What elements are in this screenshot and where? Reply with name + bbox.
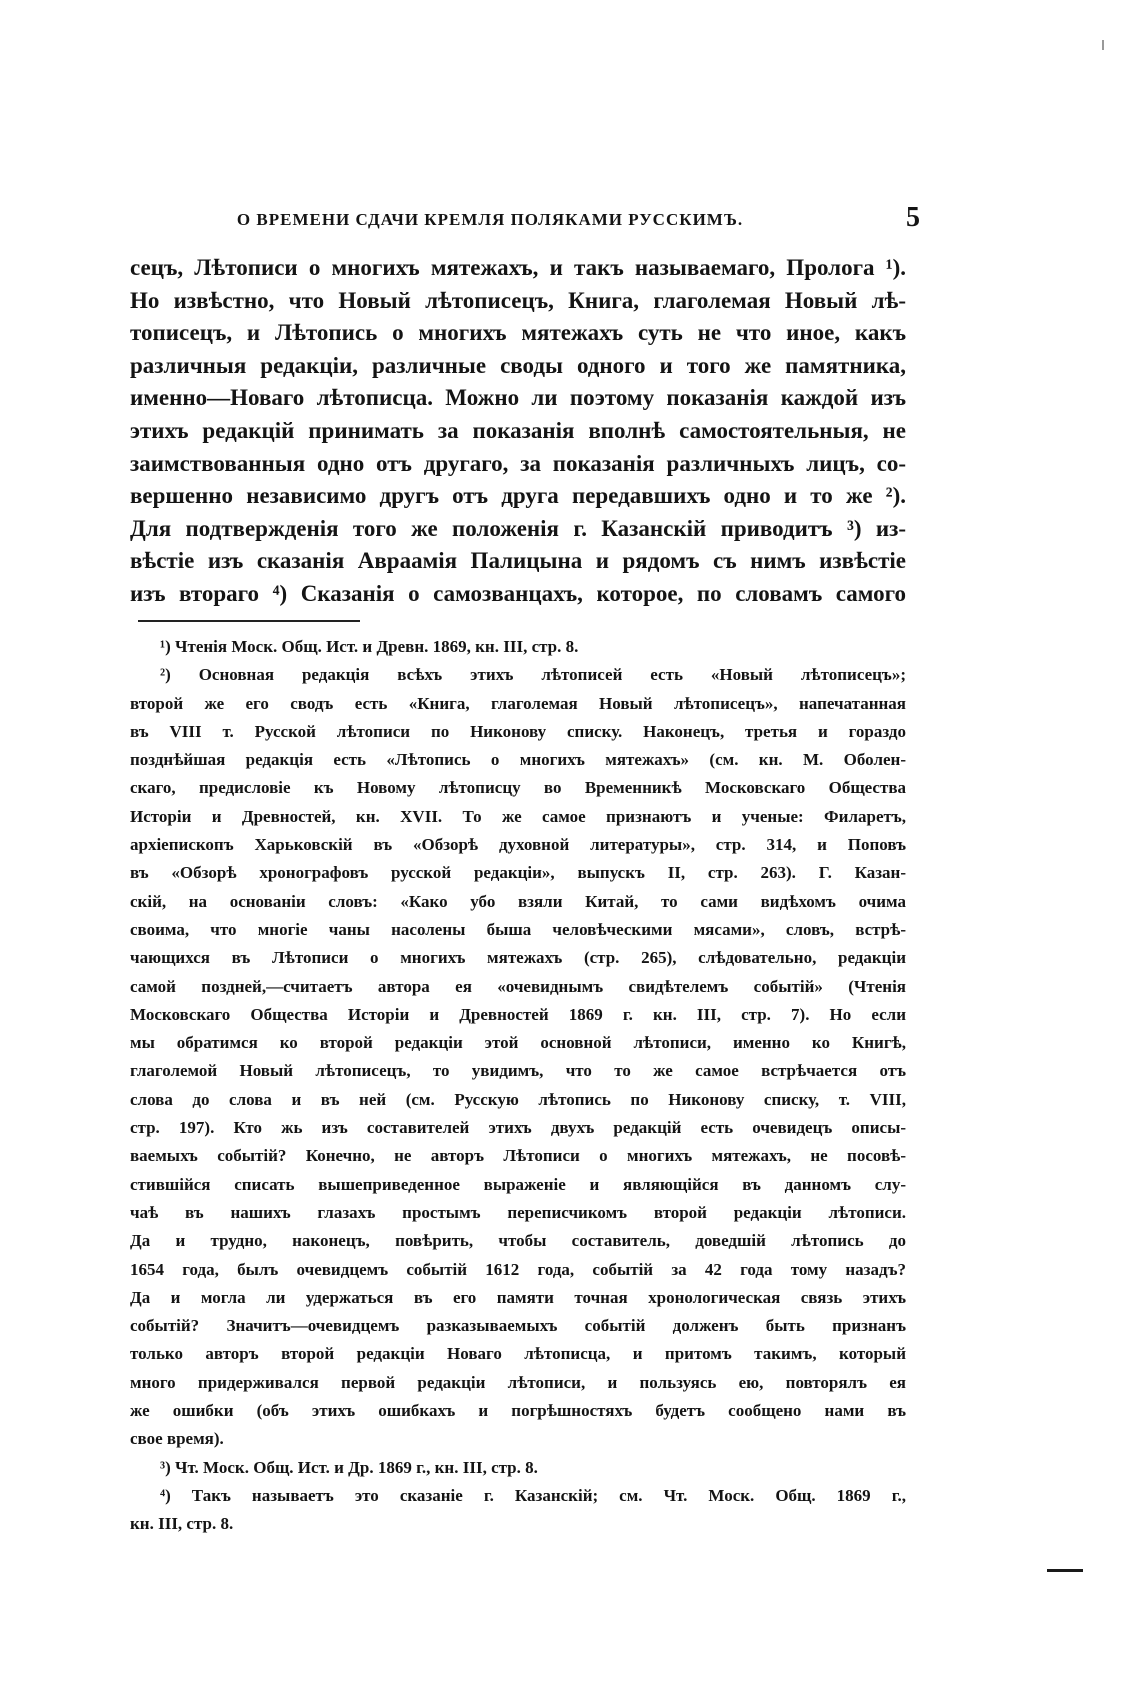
footnote-2-line: въ «Обзорѣ хронографовъ русской редакціи», выпускъ II, стр. 263). Г. Казан- xyxy=(130,863,906,883)
page-header xyxy=(130,200,920,240)
footnote-2-line: глаголемой Новый лѣтописецъ, то увидимъ, что то же самое встрѣчается отъ xyxy=(130,1061,906,1081)
footnote-2-line: только авторъ второй редакціи Новаго лѣтописца, и притомъ такимъ, который xyxy=(130,1344,906,1364)
footnote-1: ¹) Чтенія Моск. Общ. Ист. и Древн. 1869, кн. III, стр. 8. xyxy=(160,637,579,656)
footnote-2-line: Московскаго Общества Исторіи и Древностей 1869 г. кн. III, стр. 7). Но если xyxy=(130,1004,906,1024)
footnote-2-line: чающихся въ Лѣтописи о многихъ мятежахъ (стр. 265), слѣдовательно, редакціи xyxy=(130,948,906,968)
text-line: изъ втораго ⁴) Сказанія о самозванцахъ, которое, по словамъ самого xyxy=(130,580,906,606)
text-line: тописецъ, и Лѣтопись о многихъ мятежахъ суть не что иное, какъ xyxy=(130,320,906,346)
text-line: сецъ, Лѣтописи о многихъ мятежахъ, и такъ называемаго, Пролога ¹). xyxy=(130,255,906,280)
footnote-2-line: самой поздней,—считаетъ автора ея «очевиднымъ свидѣтелемъ событій» (Чтенія xyxy=(130,976,906,996)
text-line: вершенно независимо другъ отъ друга передавшихъ одно и то же ²). xyxy=(130,483,906,509)
footnote-3: ³) Чт. Моск. Общ. Ист. и Др. 1869 г., кн. III, стр. 8. xyxy=(160,1457,538,1477)
text-line: Но извѣстно, что Новый лѣтописецъ, Книга, глаголемая Новый лѣ- xyxy=(130,287,906,313)
text-line: Для подтвержденія того же положенія г. Казанскій приводитъ ³) из- xyxy=(130,515,906,541)
footnote-2-line: Исторіи и Древностей, кн. XVII. То же самое признаютъ и ученые: Филаретъ, xyxy=(130,806,906,826)
footnote-2-line: архіепископъ Харьковскій въ «Обзорѣ духовной литературы», стр. 314, и Поповъ xyxy=(130,835,906,855)
footnote-2-line: своима, что многіе чаны насолены быша человѣческими мясами», словъ, встрѣ- xyxy=(130,919,906,939)
text-line: этихъ редакцій принимать за показанія вполнѣ самостоятельныя, не xyxy=(130,417,906,443)
footnote-2-line: много придерживался первой редакціи лѣтописи, и пользуясь ею, повторялъ ея xyxy=(130,1372,906,1392)
footnote-2-line: стившійся списать вышеприведенное выраженіе и являющійся въ данномъ слу- xyxy=(130,1174,906,1194)
footnote-4-line: ⁴) Такъ называетъ это сказаніе г. Казанскій; см. Чт. Моск. Общ. 1869 г., xyxy=(160,1485,906,1505)
page-number: 5 xyxy=(906,202,920,233)
text-line: именно—Новаго лѣтописца. Можно ли поэтому показанія каждой изъ xyxy=(130,385,906,411)
text-line: вѣстіе изъ сказанія Авраамія Палицына и рядомъ съ нимъ извѣстіе xyxy=(130,548,906,574)
text-line: различныя редакціи, различные своды одного и того же памятника, xyxy=(130,352,906,378)
footnote-2-line: 1654 года, былъ очевидцемъ событій 1612 года, событій за 42 года тому назадъ? xyxy=(130,1259,906,1279)
footnote-2-line: же ошибки (объ этихъ ошибкахъ и погрѣшностяхъ будетъ сообщено нами въ xyxy=(130,1401,906,1421)
footnote-2-line: мы обратимся ко второй редакціи этой основной лѣтописи, именно ко Книгѣ, xyxy=(130,1033,906,1053)
footnote-2-line: второй же его сводъ есть «Книга, глаголемая Новый лѣтописецъ», напечатанная xyxy=(130,693,906,713)
footnote-2-line: скій, на основаніи словъ: «Како убо взяли Китай, то сами видѣхомъ очима xyxy=(130,891,906,911)
footnote-divider xyxy=(138,620,360,622)
footnote-2-line: стр. 197). Кто жь изъ составителей этихъ двухъ редакцій есть очевидецъ описы- xyxy=(130,1118,906,1138)
footnotes xyxy=(130,633,906,1539)
footnote-2-line: позднѣйшая редакція есть «Лѣтопись о многихъ мятежахъ» (см. кн. М. Оболен- xyxy=(130,750,906,770)
footnote-4-line: кн. III, стр. 8. xyxy=(130,1514,234,1534)
footnote-2-line: ваемыхъ событій? Конечно, не авторъ Лѣтописи о многихъ мятежахъ, не посовѣ- xyxy=(130,1146,906,1166)
footnote-2-line: чаѣ въ нашихъ глазахъ простымъ переписчикомъ второй редакціи лѣтописи. xyxy=(130,1202,906,1222)
footnote-2-line: свое время). xyxy=(130,1429,224,1449)
footnote-2-line: въ VIII т. Русской лѣтописи по Никонову списку. Наконецъ, третья и гораздо xyxy=(130,721,906,741)
running-title: О ВРЕМЕНИ СДАЧИ КРЕМЛЯ ПОЛЯКАМИ РУССКИМЪ. xyxy=(236,210,744,229)
footnote-2-line: Да и могла ли удержаться въ его памяти точная хронологическая связь этихъ xyxy=(130,1287,906,1307)
text-line: заимствованныя одно отъ другаго, за показанія различныхъ лицъ, со- xyxy=(130,450,906,476)
footnote-2-line: слова до слова и въ ней (см. Русскую лѣтопись по Никонову списку, т. VIII, xyxy=(130,1089,906,1109)
main-text-body xyxy=(130,252,906,611)
scan-margin-mark xyxy=(1047,1569,1083,1572)
footnote-2-line: Да и трудно, наконецъ, повѣрить, чтобы составитель, доведшій лѣтопись до xyxy=(130,1231,906,1251)
scan-edge-mark xyxy=(1102,40,1104,50)
footnote-2-line: скаго, предисловіе къ Новому лѣтописцу во Временникѣ Московскаго Общества xyxy=(130,778,906,798)
footnote-2-line: ²) Основная редакція всѣхъ этихъ лѣтописей есть «Новый лѣтописецъ»; xyxy=(160,665,906,685)
footnote-2-line: событій? Значитъ—очевидцемъ разказываемыхъ событій долженъ быть признанъ xyxy=(130,1316,906,1336)
